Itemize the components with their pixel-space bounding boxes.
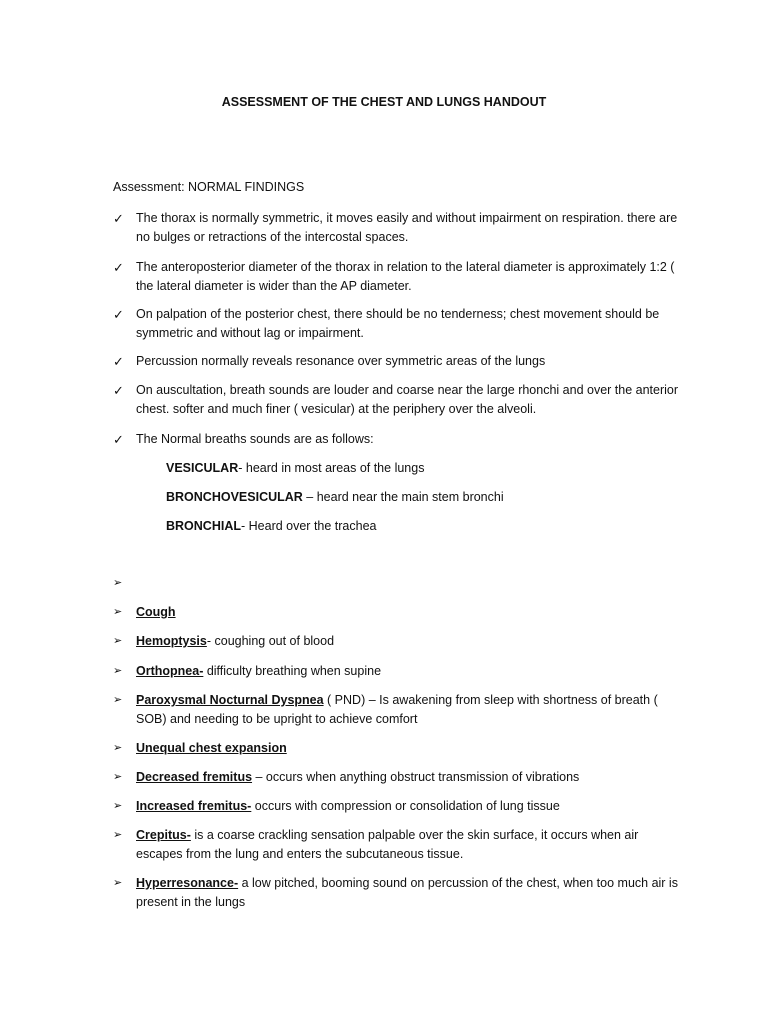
abnormal-finding-term: Orthopnea- <box>136 664 204 678</box>
abnormal-finding-text <box>136 739 683 758</box>
normal-finding-item <box>113 258 683 296</box>
normal-finding-item <box>113 305 683 343</box>
normal-finding-text: On auscultation, breath sounds are louder and coarse near the large rhonchi and over the anterior chest. softer and much finer ( vesicular) at the periphery over the alveoli. <box>136 383 679 416</box>
arrow-bullet-icon: ➢ <box>113 771 123 783</box>
checkmark-icon: ✓ <box>113 432 124 447</box>
abnormal-finding-term: Paroxysmal Nocturnal Dyspnea <box>136 693 324 707</box>
breath-sound-term: BRONCHOVESICULAR <box>166 490 303 504</box>
normal-finding-text: Percussion normally reveals resonance over symmetric areas of the lungs <box>136 354 546 368</box>
normal-finding-text: The Normal breaths sounds are as follows: <box>136 432 374 446</box>
abnormal-finding-desc: difficulty breathing when supine <box>203 664 382 678</box>
abnormal-finding-text <box>136 632 683 651</box>
document-title: ASSESSMENT OF THE CHEST AND LUNGS HANDOUT <box>221 95 547 109</box>
breath-sound-desc: - heard in most areas of the lungs <box>238 461 425 475</box>
abnormal-finding-text <box>136 797 683 816</box>
arrow-bullet-icon: ➢ <box>113 877 123 889</box>
normal-finding-text: On palpation of the posterior chest, there should be no tenderness; chest movement should be symmetric and without lag or impairment. <box>136 307 660 340</box>
arrow-bullet-icon: ➢ <box>113 800 123 812</box>
abnormal-finding-term: Hyperresonance- <box>136 876 239 890</box>
abnormal-finding-item <box>113 768 683 787</box>
abnormal-finding-item <box>113 797 683 816</box>
abnormal-finding-desc: – occurs when anything obstruct transmission of vibrations <box>252 770 580 784</box>
assessment-heading: Assessment: NORMAL FINDINGS <box>113 180 305 194</box>
abnormal-finding-item <box>113 691 683 729</box>
normal-finding-item <box>113 381 683 419</box>
abnormal-finding-term: Cough <box>136 605 176 619</box>
abnormal-finding-term: Decreased fremitus <box>136 770 253 784</box>
arrow-bullet-icon: ➢ <box>113 665 123 677</box>
normal-finding-text: The anteroposterior diameter of the thorax in relation to the lateral diameter is approximately 1:2 ( the lateral diameter is wider than the AP diameter. <box>136 260 675 293</box>
breath-sound-term: VESICULAR <box>166 461 239 475</box>
normal-finding-item <box>113 352 683 371</box>
checkmark-icon: ✓ <box>113 383 124 398</box>
breath-sound-desc: – heard near the main stem bronchi <box>302 490 504 504</box>
abnormal-finding-item <box>113 826 683 864</box>
arrow-bullet-icon: ➢ <box>113 694 123 706</box>
abnormal-finding-desc: a low pitched, booming sound on percussion of the chest, when too much air is present in the lungs <box>136 876 678 909</box>
checkmark-icon: ✓ <box>113 211 124 226</box>
abnormal-finding-desc: is a coarse crackling sensation palpable over the skin surface, it occurs when air escapes from the lung and enters the subcutaneous tissue. <box>136 828 639 861</box>
breath-sound-item <box>166 459 424 478</box>
abnormal-finding-item <box>113 603 683 622</box>
abnormal-finding-item <box>113 739 683 758</box>
abnormal-finding-text <box>136 603 683 622</box>
abnormal-finding-text <box>136 874 683 912</box>
abnormal-finding-item <box>113 662 683 681</box>
abnormal-finding-term: Unequal chest expansion <box>136 741 287 755</box>
normal-finding-text: The thorax is normally symmetric, it moves easily and without impairment on respiration. there are no bulges or retractions of the intercostal spaces. <box>136 211 678 244</box>
abnormal-finding-desc: occurs with compression or consolidation of lung tissue <box>251 799 560 813</box>
breath-sound-item <box>166 517 377 536</box>
arrow-bullet-icon: ➢ <box>113 606 123 618</box>
checkmark-icon: ✓ <box>113 307 124 322</box>
abnormal-finding-desc: - coughing out of blood <box>206 634 335 648</box>
abnormal-finding-text <box>136 691 683 729</box>
abnormal-finding-item <box>113 874 683 912</box>
arrow-bullet-icon: ➢ <box>113 742 123 754</box>
arrow-bullet-icon: ➢ <box>113 577 123 589</box>
abnormal-finding-term: Increased fremitus- <box>136 799 252 813</box>
checkmark-icon: ✓ <box>113 260 124 275</box>
abnormal-finding-text <box>136 768 683 787</box>
abnormal-finding-text <box>136 826 683 864</box>
breath-sound-desc: - Heard over the trachea <box>241 519 377 533</box>
abnormal-finding-text <box>136 662 683 681</box>
abnormal-finding-term: Hemoptysis <box>136 634 207 648</box>
normal-finding-item <box>113 209 683 247</box>
checkmark-icon: ✓ <box>113 354 124 369</box>
abnormal-finding-desc: ( PND) – Is awakening from sleep with shortness of breath ( SOB) and needing to be upright to achieve comfort <box>136 693 658 726</box>
normal-finding-item <box>113 430 683 449</box>
abnormal-finding-term: Crepitus- <box>136 828 191 842</box>
breath-sound-term: BRONCHIAL <box>166 519 241 533</box>
breath-sound-item <box>166 488 504 507</box>
arrow-bullet-icon: ➢ <box>113 635 123 647</box>
abnormal-finding-item <box>113 632 683 651</box>
arrow-bullet-icon: ➢ <box>113 829 123 841</box>
